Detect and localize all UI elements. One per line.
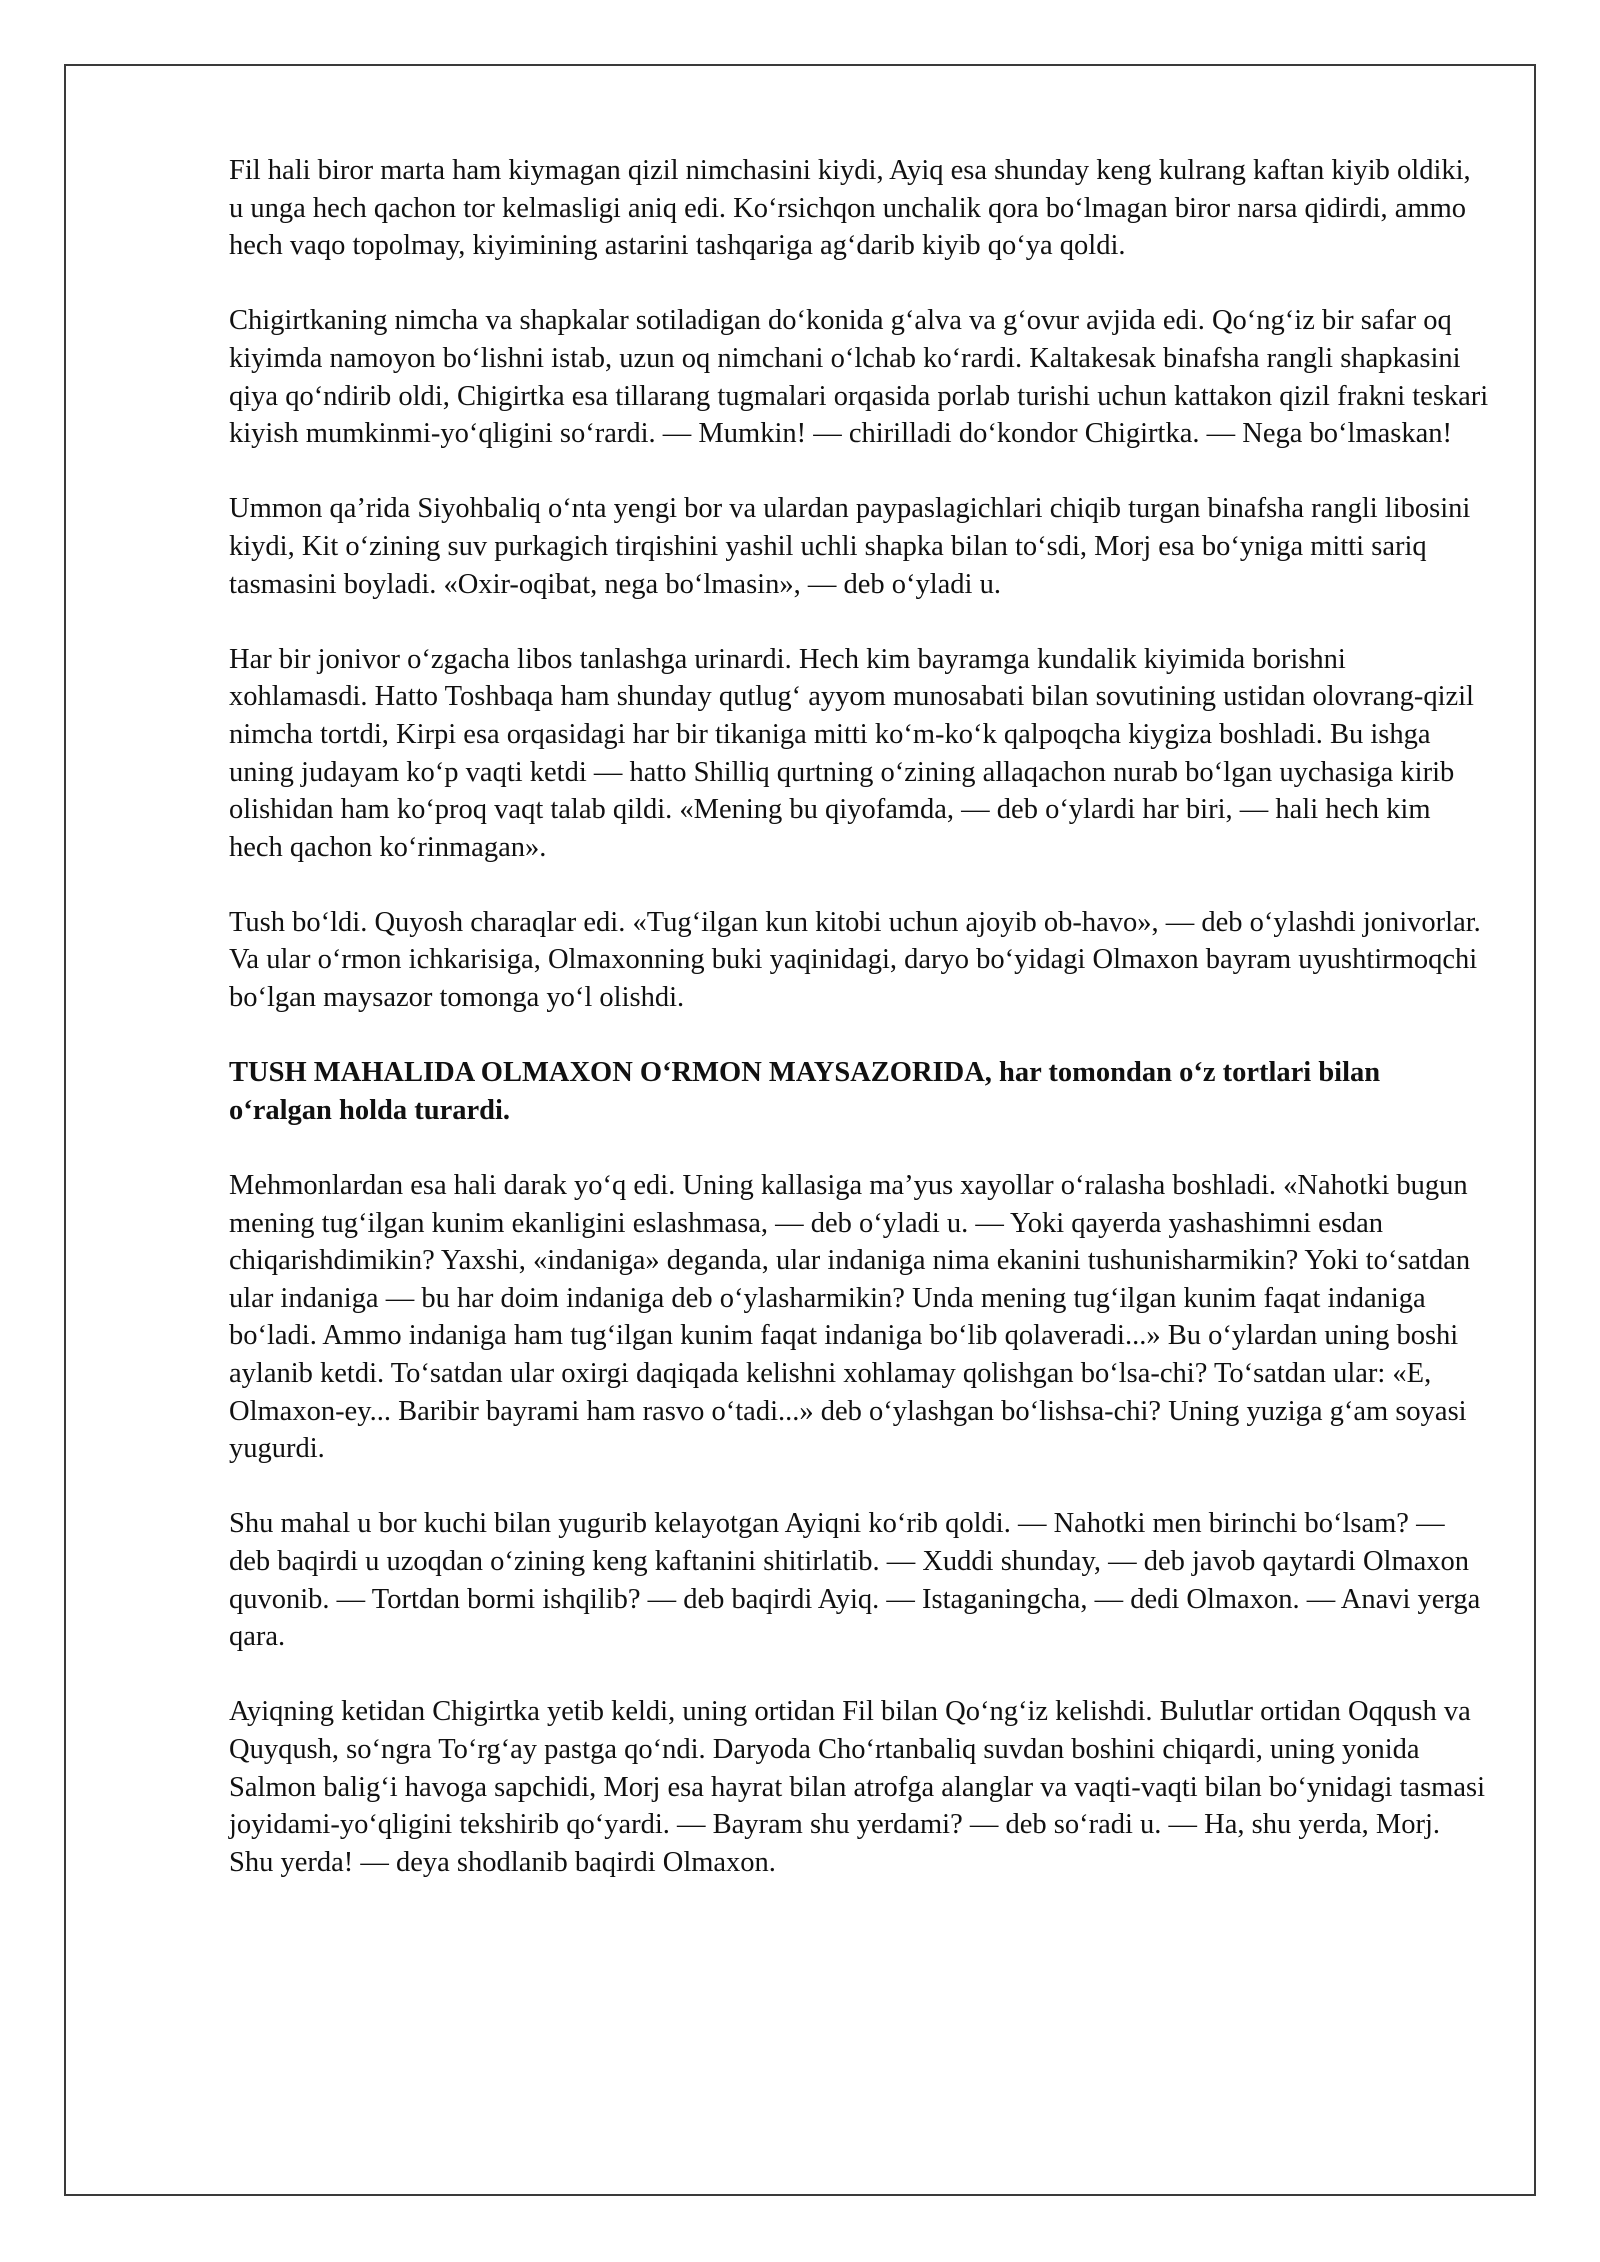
section-heading: TUSH MAHALIDA OLMAXON OʻRMON MAYSAZORIDA, har tomondan oʻz tortlari bilan oʻralgan holda turardi. — [229, 1057, 1381, 1126]
paragraph-3: Ummon qaʼrida Siyohbaliq oʻnta yengi bor va ulardan paypaslagichlari chiqib turgan binafsha rangli libosini kiydi, Kit oʻzining suv purkagich tirqishini yashil uchli shapka bilan toʻsdi, Morj esa boʻyniga mitti sariq tasmasini boyladi. «Oxir-oqibat, nega boʻlmasin», — deb oʻyladi u. — [229, 493, 1471, 600]
paragraph-7: Shu mahal u bor kuchi bilan yugurib kelayotgan Ayiqni koʻrib qoldi. — Nahotki men birinchi boʻlsam? — deb baqirdi u uzoqdan oʻzining keng kaftanini shitirlatib. — Xuddi shunday, — deb javob qaytardi Olmaxon quvonib. — Tortdan bormi ishqilib? — deb baqirdi Ayiq. — Istaganingcha, — dedi Olmaxon. — Anavi yerga qara. — [229, 1508, 1481, 1653]
paragraph-1: Fil hali biror marta ham kiymagan qizil nimchasini kiydi, Ayiq esa shunday keng kulrang kaftan kiyib oldiki, u unga hech qachon tor kelmasligi aniq edi. Koʻrsichqon unchalik qora boʻlmagan biror narsa qidirdi, ammo hech vaqo topolmay, kiyimining astarini tashqariga agʻdarib kiyib qoʻya qoldi. — [229, 155, 1471, 262]
paragraph-5: Tush boʻldi. Quyosh charaqlar edi. «Tugʻilgan kun kitobi uchun ajoyib ob-havo», — deb oʻylashdi jonivorlar. Va ular oʻrmon ichkarisiga, Olmaxonning buki yaqinidagi, daryo boʻyidagi Olmaxon bayram uyushtirmoqchi boʻlgan maysazor tomonga yoʻl olishdi. — [229, 906, 1481, 1014]
paragraph-2: Chigirtkaning nimcha va shapkalar sotiladigan doʻkonida gʻalva va gʻovur avjida edi. Qoʻngʻiz bir safar oq kiyimda namoyon boʻlishni istab, uzun oq nimchani oʻlchab koʻrardi. Kaltakesak binafsha rangli shapkasini qiya qoʻndirib oldi, Chigirtka esa tillarang tugmalari orqasida porlab turishi uchun kattakon qizil frakni teskari kiyish mumkinmi-yoʻqligini soʻrardi. — Mumkin! — chirilladi doʻkondor Chigirtka. — Nega boʻlmaskan! — [229, 305, 1489, 450]
document-body — [229, 152, 1489, 1919]
paragraph-4: Har bir jonivor oʻzgacha libos tanlashga urinardi. Hech kim bayramga kundalik kiyimida borishni xohlamasdi. Hatto Toshbaqa ham shunday qutlugʻ ayyom munosabati bilan sovutining ustidan olovrang-qizil nimcha tortdi, Kirpi esa orqasidagi har bir tikaniga mitti koʻm-koʻk qalpoqcha kiygiza boshladi. Bu ishga uning judayam koʻp vaqti ketdi — hatto Shilliq qurtning oʻzining allaqachon nurab boʻlgan uychasiga kirib olishidan ham koʻproq vaqt talab qildi. «Mening bu qiyofamda, — deb oʻylardi har biri, — hali hech kim hech qachon koʻrinmagan». — [229, 643, 1474, 863]
paragraph-8: Ayiqning ketidan Chigirtka yetib keldi, uning ortidan Fil bilan Qoʻngʻiz kelishdi. Bulutlar ortidan Oqqush va Quyqush, soʻngra Toʻrgʻay pastga qoʻndi. Daryoda Choʻrtanbaliq suvdan boshini chiqardi, uning yonida Salmon baligʻi havoga sapchidi, Morj esa hayrat bilan atrofga alanglar va vaqti-vaqti bilan boʻynidagi tasmasi joyidami-yoʻqligini tekshirib qoʻyardi. — Bayram shu yerdami? — deb soʻradi u. — Ha, shu yerda, Morj. Shu yerda! — deya shodlanib baqirdi Olmaxon. — [229, 1696, 1486, 1878]
paragraph-6: Mehmonlardan esa hali darak yoʻq edi. Uning kallasiga maʼyus xayollar oʻralasha boshladi. «Nahotki bugun mening tugʻilgan kunim ekanligini eslashmasa, — deb oʻyladi u. — Yoki qayerda yashashimni esdan chiqarishdimikin? Yaxshi, «indaniga» deganda, ular indaniga nima ekanini tushunisharmikin? Yoki toʻsatdan ular indaniga — bu har doim indaniga deb oʻylasharmikin? Unda mening tugʻilgan kunim faqat indaniga boʻladi. Ammo indaniga ham tugʻilgan kunim faqat indaniga boʻlib qolaveradi...» Bu oʻylardan uning boshi aylanib ketdi. Toʻsatdan ular oxirgi daqiqada kelishni xohlamay qolishgan boʻlsa-chi? Toʻsatdan ular: «E, Olmaxon-ey... Baribir bayrami ham rasvo oʻtadi...» deb oʻylashgan boʻlishsa-chi? Uning yuziga gʻam soyasi yugurdi. — [229, 1170, 1471, 1465]
